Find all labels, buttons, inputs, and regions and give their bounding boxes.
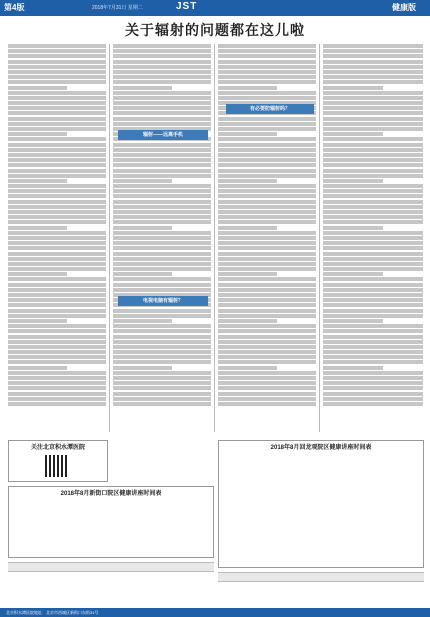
- text-line: [323, 189, 423, 193]
- text-line: [113, 376, 211, 380]
- follow-title: 关注北京积水潭医院: [30, 445, 85, 451]
- text-line: [8, 148, 106, 152]
- text-line: [8, 226, 67, 230]
- text-line: [8, 75, 106, 79]
- text-line: [218, 335, 316, 339]
- text-line: [218, 402, 316, 406]
- text-line: [218, 257, 316, 261]
- text-line: [113, 350, 211, 354]
- text-line: [113, 324, 211, 328]
- text-line: [8, 303, 106, 307]
- text-line: [323, 169, 423, 173]
- text-line: [323, 360, 423, 364]
- text-line: [323, 324, 423, 328]
- text-line: [323, 174, 423, 178]
- text-line: [323, 96, 423, 100]
- text-line: [323, 340, 423, 344]
- lecture-table-1-title: 2018年8月新街口院区健康讲座时间表: [60, 491, 162, 497]
- text-line: [218, 127, 316, 131]
- text-line: [323, 132, 383, 136]
- text-line: [113, 220, 211, 224]
- text-line: [113, 272, 172, 276]
- text-line: [8, 386, 106, 390]
- text-line: [218, 381, 316, 385]
- text-line: [8, 314, 106, 318]
- text-line: [113, 267, 211, 271]
- text-line: [323, 210, 423, 214]
- text-line: [323, 309, 423, 313]
- text-line: [218, 137, 316, 141]
- text-line: [323, 215, 423, 219]
- text-line: [113, 91, 211, 95]
- text-line: [8, 257, 106, 261]
- text-line: [218, 314, 316, 318]
- text-line: [8, 309, 106, 313]
- text-line: [323, 272, 383, 276]
- article-column-4: [323, 44, 423, 432]
- text-line: [323, 381, 423, 385]
- text-line: [113, 366, 172, 370]
- text-line: [323, 60, 423, 64]
- text-line: [218, 392, 316, 396]
- text-line: [113, 44, 211, 48]
- text-line: [323, 184, 423, 188]
- text-line: [113, 360, 211, 364]
- text-line: [323, 392, 423, 396]
- text-line: [218, 184, 316, 188]
- text-line: [8, 80, 106, 84]
- text-line: [113, 335, 211, 339]
- lecture-table-2: [218, 440, 424, 568]
- text-line: [8, 335, 106, 339]
- text-line: [113, 189, 211, 193]
- text-line: [8, 236, 106, 240]
- text-line: [113, 184, 211, 188]
- text-line: [218, 91, 316, 95]
- text-line: [323, 106, 423, 110]
- text-line: [113, 96, 211, 100]
- text-line: [218, 86, 277, 90]
- address-bar-2: [218, 572, 424, 582]
- text-line: [8, 381, 106, 385]
- subhead-1: 辐射——远离手机: [118, 130, 208, 140]
- text-line: [218, 189, 316, 193]
- text-line: [8, 70, 106, 74]
- text-line: [218, 371, 316, 375]
- text-line: [113, 381, 211, 385]
- column-divider: [109, 44, 110, 432]
- text-line: [8, 262, 106, 266]
- text-line: [323, 111, 423, 115]
- text-line: [323, 350, 423, 354]
- text-line: [8, 163, 106, 167]
- text-line: [218, 174, 316, 178]
- text-line: [8, 277, 106, 281]
- text-line: [113, 345, 211, 349]
- lecture-table-2-title: 2018年8月回龙观院区健康讲座时间表: [270, 445, 372, 451]
- text-line: [218, 283, 316, 287]
- text-line: [218, 386, 316, 390]
- text-line: [8, 319, 67, 323]
- masthead-bar: [0, 0, 430, 16]
- text-line: [8, 153, 106, 157]
- text-line: [8, 122, 106, 126]
- text-line: [8, 360, 106, 364]
- text-line: [218, 288, 316, 292]
- text-line: [8, 215, 106, 219]
- text-line: [218, 360, 316, 364]
- text-line: [323, 293, 423, 297]
- text-line: [218, 329, 316, 333]
- text-line: [323, 298, 423, 302]
- text-line: [113, 194, 211, 198]
- text-line: [218, 49, 316, 53]
- text-line: [8, 60, 106, 64]
- text-line: [113, 283, 211, 287]
- text-line: [113, 226, 172, 230]
- text-line: [113, 70, 211, 74]
- subhead-2: 电视电脑有辐射？: [118, 296, 208, 306]
- text-line: [113, 169, 211, 173]
- text-line: [8, 158, 106, 162]
- text-line: [218, 231, 316, 235]
- text-line: [8, 252, 106, 256]
- text-line: [113, 60, 211, 64]
- text-line: [218, 350, 316, 354]
- text-line: [8, 371, 106, 375]
- text-line: [323, 117, 423, 121]
- text-line: [113, 174, 211, 178]
- text-line: [323, 75, 423, 79]
- text-line: [8, 111, 106, 115]
- text-line: [218, 194, 316, 198]
- text-line: [8, 298, 106, 302]
- text-line: [113, 54, 211, 58]
- text-line: [323, 397, 423, 401]
- text-line: [323, 205, 423, 209]
- text-line: [218, 262, 316, 266]
- text-line: [8, 324, 106, 328]
- text-line: [113, 386, 211, 390]
- qr-code: [45, 455, 67, 477]
- text-line: [323, 335, 423, 339]
- subhead-3: 有必要防辐射吗？: [226, 104, 314, 114]
- text-line: [323, 262, 423, 266]
- text-line: [218, 169, 316, 173]
- text-line: [323, 86, 383, 90]
- text-line: [323, 44, 423, 48]
- text-line: [113, 231, 211, 235]
- text-line: [323, 54, 423, 58]
- text-line: [113, 371, 211, 375]
- text-line: [323, 226, 383, 230]
- text-line: [113, 236, 211, 240]
- text-line: [113, 397, 211, 401]
- text-line: [218, 143, 316, 147]
- text-line: [113, 179, 172, 183]
- text-line: [8, 174, 106, 178]
- text-line: [218, 205, 316, 209]
- text-line: [218, 80, 316, 84]
- text-line: [323, 127, 423, 131]
- text-line: [8, 246, 106, 250]
- text-line: [8, 179, 67, 183]
- text-line: [323, 366, 383, 370]
- text-line: [323, 241, 423, 245]
- text-line: [8, 127, 106, 131]
- text-line: [218, 148, 316, 152]
- text-line: [218, 153, 316, 157]
- text-line: [323, 402, 423, 406]
- text-line: [323, 70, 423, 74]
- text-line: [113, 246, 211, 250]
- text-line: [218, 303, 316, 307]
- page-number: 第4版: [4, 3, 25, 12]
- text-line: [113, 210, 211, 214]
- text-line: [113, 86, 172, 90]
- text-line: [323, 329, 423, 333]
- text-line: [113, 153, 211, 157]
- text-line: [218, 241, 316, 245]
- text-line: [113, 319, 172, 323]
- text-line: [323, 200, 423, 204]
- text-line: [8, 106, 106, 110]
- text-line: [8, 184, 106, 188]
- text-line: [323, 386, 423, 390]
- text-line: [113, 215, 211, 219]
- text-line: [218, 179, 277, 183]
- text-line: [113, 355, 211, 359]
- text-line: [113, 101, 211, 105]
- text-line: [218, 132, 277, 136]
- text-line: [113, 200, 211, 204]
- text-line: [218, 252, 316, 256]
- text-line: [8, 169, 106, 173]
- text-line: [323, 257, 423, 261]
- text-line: [218, 366, 277, 370]
- text-line: [113, 314, 211, 318]
- text-line: [8, 402, 106, 406]
- text-line: [113, 277, 211, 281]
- text-line: [323, 319, 383, 323]
- text-line: [8, 101, 106, 105]
- text-line: [218, 44, 316, 48]
- lecture-table-1: [8, 486, 214, 558]
- text-line: [218, 75, 316, 79]
- text-line: [218, 293, 316, 297]
- text-line: [8, 366, 67, 370]
- text-line: [218, 70, 316, 74]
- text-line: [8, 91, 106, 95]
- text-line: [323, 231, 423, 235]
- text-line: [113, 117, 211, 121]
- text-line: [8, 86, 67, 90]
- text-line: [323, 49, 423, 53]
- text-line: [8, 350, 106, 354]
- section-name: 健康版: [392, 3, 416, 12]
- text-line: [8, 241, 106, 245]
- text-line: [8, 392, 106, 396]
- text-line: [113, 106, 211, 110]
- text-line: [218, 122, 316, 126]
- text-line: [113, 257, 211, 261]
- text-line: [218, 376, 316, 380]
- text-line: [323, 345, 423, 349]
- text-line: [218, 158, 316, 162]
- text-line: [113, 205, 211, 209]
- text-line: [113, 402, 211, 406]
- text-line: [8, 376, 106, 380]
- text-line: [323, 303, 423, 307]
- footer-bar: 北京积水潭医院地址：北京市西城区新街口东街31号: [0, 608, 430, 617]
- newspaper-logo: JST: [176, 1, 198, 12]
- text-line: [218, 355, 316, 359]
- text-line: [113, 309, 211, 313]
- text-line: [8, 65, 106, 69]
- text-line: [8, 288, 106, 292]
- text-line: [323, 80, 423, 84]
- text-line: [218, 340, 316, 344]
- text-line: [323, 179, 383, 183]
- text-line: [218, 345, 316, 349]
- text-line: [323, 355, 423, 359]
- text-line: [218, 96, 316, 100]
- text-line: [113, 122, 211, 126]
- text-line: [323, 158, 423, 162]
- text-line: [113, 158, 211, 162]
- text-line: [8, 283, 106, 287]
- text-line: [8, 231, 106, 235]
- text-line: [218, 226, 277, 230]
- text-line: [323, 137, 423, 141]
- text-line: [8, 49, 106, 53]
- text-line: [113, 241, 211, 245]
- text-line: [8, 194, 106, 198]
- column-divider: [214, 44, 215, 432]
- text-line: [323, 246, 423, 250]
- address-bar-1: [8, 562, 214, 572]
- text-line: [218, 200, 316, 204]
- text-line: [218, 324, 316, 328]
- text-line: [8, 329, 106, 333]
- text-line: [323, 220, 423, 224]
- text-line: [323, 371, 423, 375]
- text-line: [8, 200, 106, 204]
- text-line: [218, 267, 316, 271]
- text-line: [218, 220, 316, 224]
- text-line: [113, 111, 211, 115]
- text-line: [8, 397, 106, 401]
- text-line: [218, 117, 316, 121]
- text-line: [8, 272, 67, 276]
- text-line: [113, 288, 211, 292]
- text-line: [218, 319, 277, 323]
- text-line: [323, 194, 423, 198]
- text-line: [113, 148, 211, 152]
- text-line: [8, 220, 106, 224]
- text-line: [218, 397, 316, 401]
- text-line: [218, 298, 316, 302]
- text-line: [323, 163, 423, 167]
- text-line: [323, 288, 423, 292]
- text-line: [323, 252, 423, 256]
- text-line: [323, 283, 423, 287]
- text-line: [323, 236, 423, 240]
- text-line: [8, 355, 106, 359]
- text-line: [323, 153, 423, 157]
- issue-date: 2018年7月31日 星期二: [92, 5, 143, 11]
- article-column-2: [113, 44, 211, 432]
- text-line: [323, 314, 423, 318]
- text-line: [113, 252, 211, 256]
- text-line: [8, 340, 106, 344]
- text-line: [323, 101, 423, 105]
- text-line: [113, 163, 211, 167]
- text-line: [113, 329, 211, 333]
- text-line: [8, 189, 106, 193]
- text-line: [113, 49, 211, 53]
- text-line: [113, 340, 211, 344]
- text-line: [218, 236, 316, 240]
- text-line: [218, 215, 316, 219]
- text-line: [8, 132, 67, 136]
- text-line: [8, 96, 106, 100]
- text-line: [218, 54, 316, 58]
- text-line: [323, 65, 423, 69]
- text-line: [218, 65, 316, 69]
- text-line: [8, 137, 106, 141]
- article-column-3: [218, 44, 316, 432]
- text-line: [113, 262, 211, 266]
- article-headline: 关于辐射的问题都在这儿啦: [125, 23, 305, 39]
- text-line: [113, 392, 211, 396]
- text-line: [113, 65, 211, 69]
- text-line: [218, 60, 316, 64]
- text-line: [323, 143, 423, 147]
- text-line: [8, 117, 106, 121]
- text-line: [8, 44, 106, 48]
- text-line: [323, 148, 423, 152]
- text-line: [8, 143, 106, 147]
- text-line: [323, 122, 423, 126]
- text-line: [113, 75, 211, 79]
- text-line: [218, 277, 316, 281]
- text-line: [218, 210, 316, 214]
- text-line: [218, 246, 316, 250]
- text-line: [8, 205, 106, 209]
- text-line: [218, 272, 277, 276]
- column-divider: [319, 44, 320, 432]
- text-line: [218, 163, 316, 167]
- text-line: [323, 267, 423, 271]
- text-line: [8, 345, 106, 349]
- text-line: [323, 91, 423, 95]
- article-column-1: [8, 44, 106, 432]
- text-line: [8, 210, 106, 214]
- text-line: [113, 80, 211, 84]
- text-line: [8, 54, 106, 58]
- text-line: [323, 376, 423, 380]
- text-line: [113, 143, 211, 147]
- text-line: [323, 277, 423, 281]
- text-line: [8, 293, 106, 297]
- text-line: [8, 267, 106, 271]
- text-line: [218, 309, 316, 313]
